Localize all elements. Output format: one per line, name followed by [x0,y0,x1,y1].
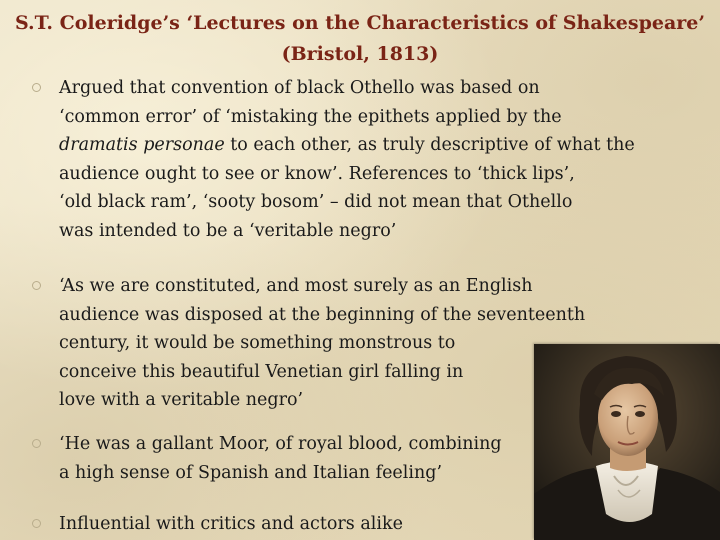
coleridge-portrait-image [534,344,720,540]
bullet-circle-icon [32,83,41,92]
bullet-line: a high sense of Spanish and Italian feeling’ [59,462,443,483]
bullet-text [59,272,585,415]
bullet-text [59,74,635,245]
bullet-line [59,131,635,160]
bullet-line: ‘He was a gallant Moor, of royal blood, combining [59,434,502,454]
bullet-line: conceive this beautiful Venetian girl falling in [59,361,464,382]
bullet-line: audience was disposed at the beginning of the seventeenth [59,304,586,325]
bullet-line: audience ought to see or know’. References to ‘thick lips’, [59,163,575,184]
bullet-line: was intended to be a ‘veritable negro’ [59,220,397,241]
bullet-line: century, it would be something monstrous to [59,333,456,353]
title-line-1: S.T. Coleridge’s ‘Lectures on the Characteristics of Shakespeare’ [15,12,705,34]
bullet-line: ‘old black ram’, ‘sooty bosom’ – did not mean that Othello [59,192,573,212]
bullet-circle-icon [32,439,41,448]
bullet-line: ‘As we are constituted, and most surely as an English [59,276,533,296]
bullet-circle-icon [32,281,41,290]
italic-phrase: dramatis personae [59,135,225,155]
bullet-text [59,430,502,487]
title-line-2: (Bristol, 1813) [281,43,439,65]
bullet-line: love with a veritable negro’ [59,390,304,410]
bullet-circle-icon [32,519,41,528]
bullet-text [59,510,403,539]
line-rest: to each other, as truly descriptive of what the [224,135,635,155]
portrait-illustration [534,344,720,540]
bullet-line: ‘common error’ of ‘mistaking the epithets applied by the [59,106,562,127]
bullet-line: Argued that convention of black Othello was based on [59,78,540,98]
bullet-line: Influential with critics and actors alike [59,514,403,534]
slide-title [0,8,720,70]
